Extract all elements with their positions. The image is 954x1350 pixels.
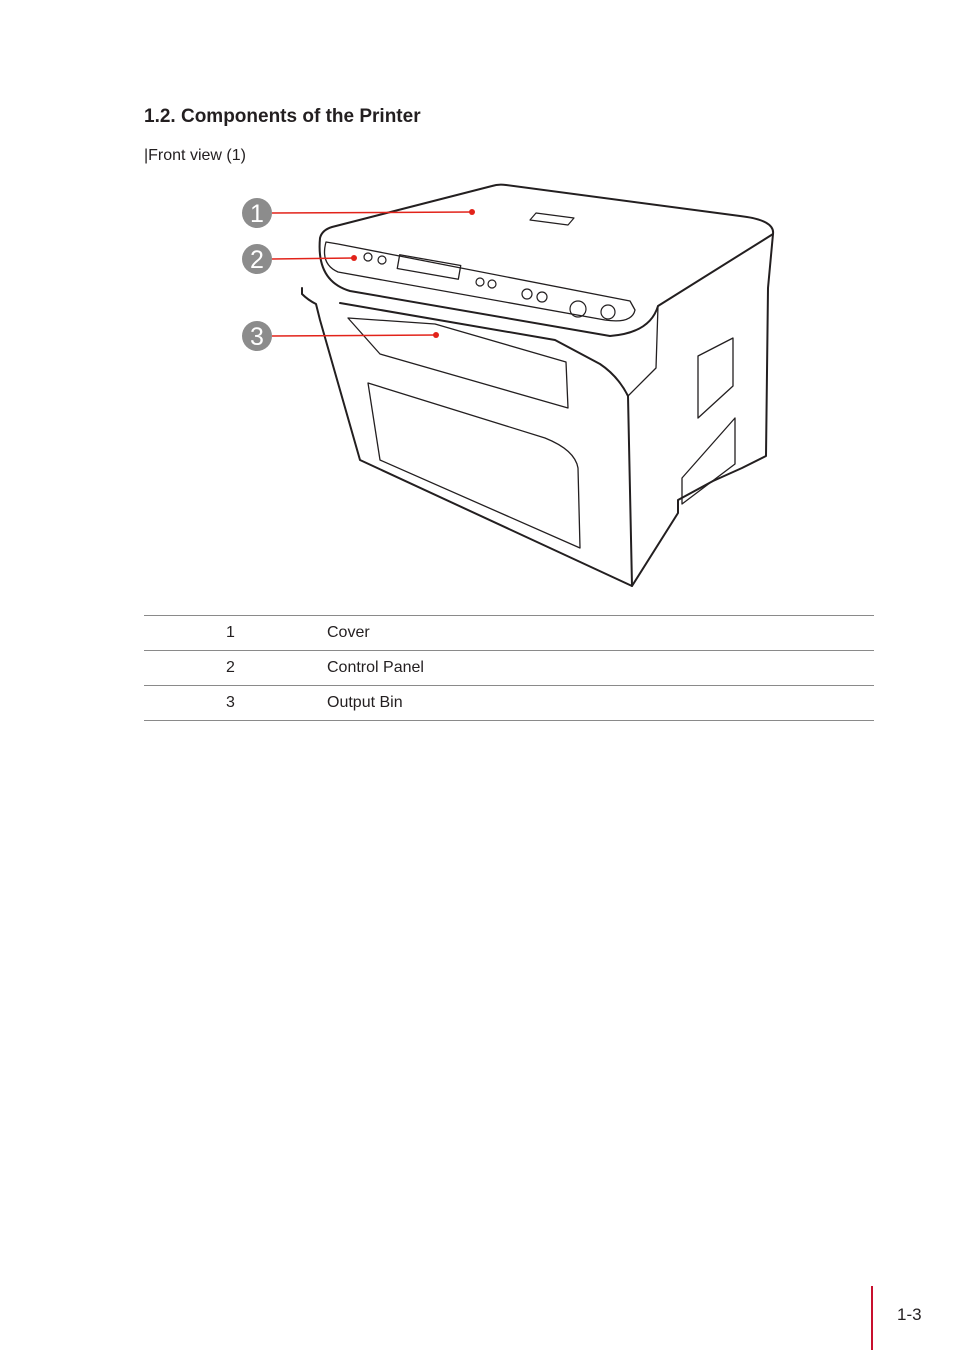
printer-body-side xyxy=(632,234,773,586)
printer-vent-upper xyxy=(698,338,733,418)
printer-illustration xyxy=(302,185,773,586)
printer-body-side-shade xyxy=(628,306,658,396)
callout-number: 1 xyxy=(250,200,264,228)
printer-output-bin xyxy=(348,318,568,408)
callout-number: 3 xyxy=(250,323,264,351)
part-number: 2 xyxy=(226,659,235,676)
page-number: 1-3 xyxy=(897,1305,922,1324)
part-name: Control Panel xyxy=(327,659,424,676)
callout-1 xyxy=(242,198,475,228)
table-row xyxy=(144,651,874,686)
callout-3 xyxy=(242,321,439,351)
part-number: 1 xyxy=(226,624,235,641)
printer-front-view-figure xyxy=(230,178,790,594)
page-accent-bar xyxy=(871,1286,873,1350)
callout-number: 2 xyxy=(250,246,264,274)
table-row xyxy=(144,616,874,651)
printer-lcd-display xyxy=(397,255,460,280)
table-row xyxy=(144,686,874,721)
printer-lid xyxy=(320,185,774,336)
parts-table xyxy=(144,615,874,721)
section-title: 1.2. Components of the Printer xyxy=(144,106,421,127)
printer-vent-lower xyxy=(682,418,735,504)
part-name: Cover xyxy=(327,624,370,641)
printer-paper-tray xyxy=(368,383,580,548)
callout-2 xyxy=(242,244,357,274)
part-name: Output Bin xyxy=(327,694,403,711)
figure-caption: |Front view (1) xyxy=(144,147,246,164)
part-number: 3 xyxy=(226,694,235,711)
